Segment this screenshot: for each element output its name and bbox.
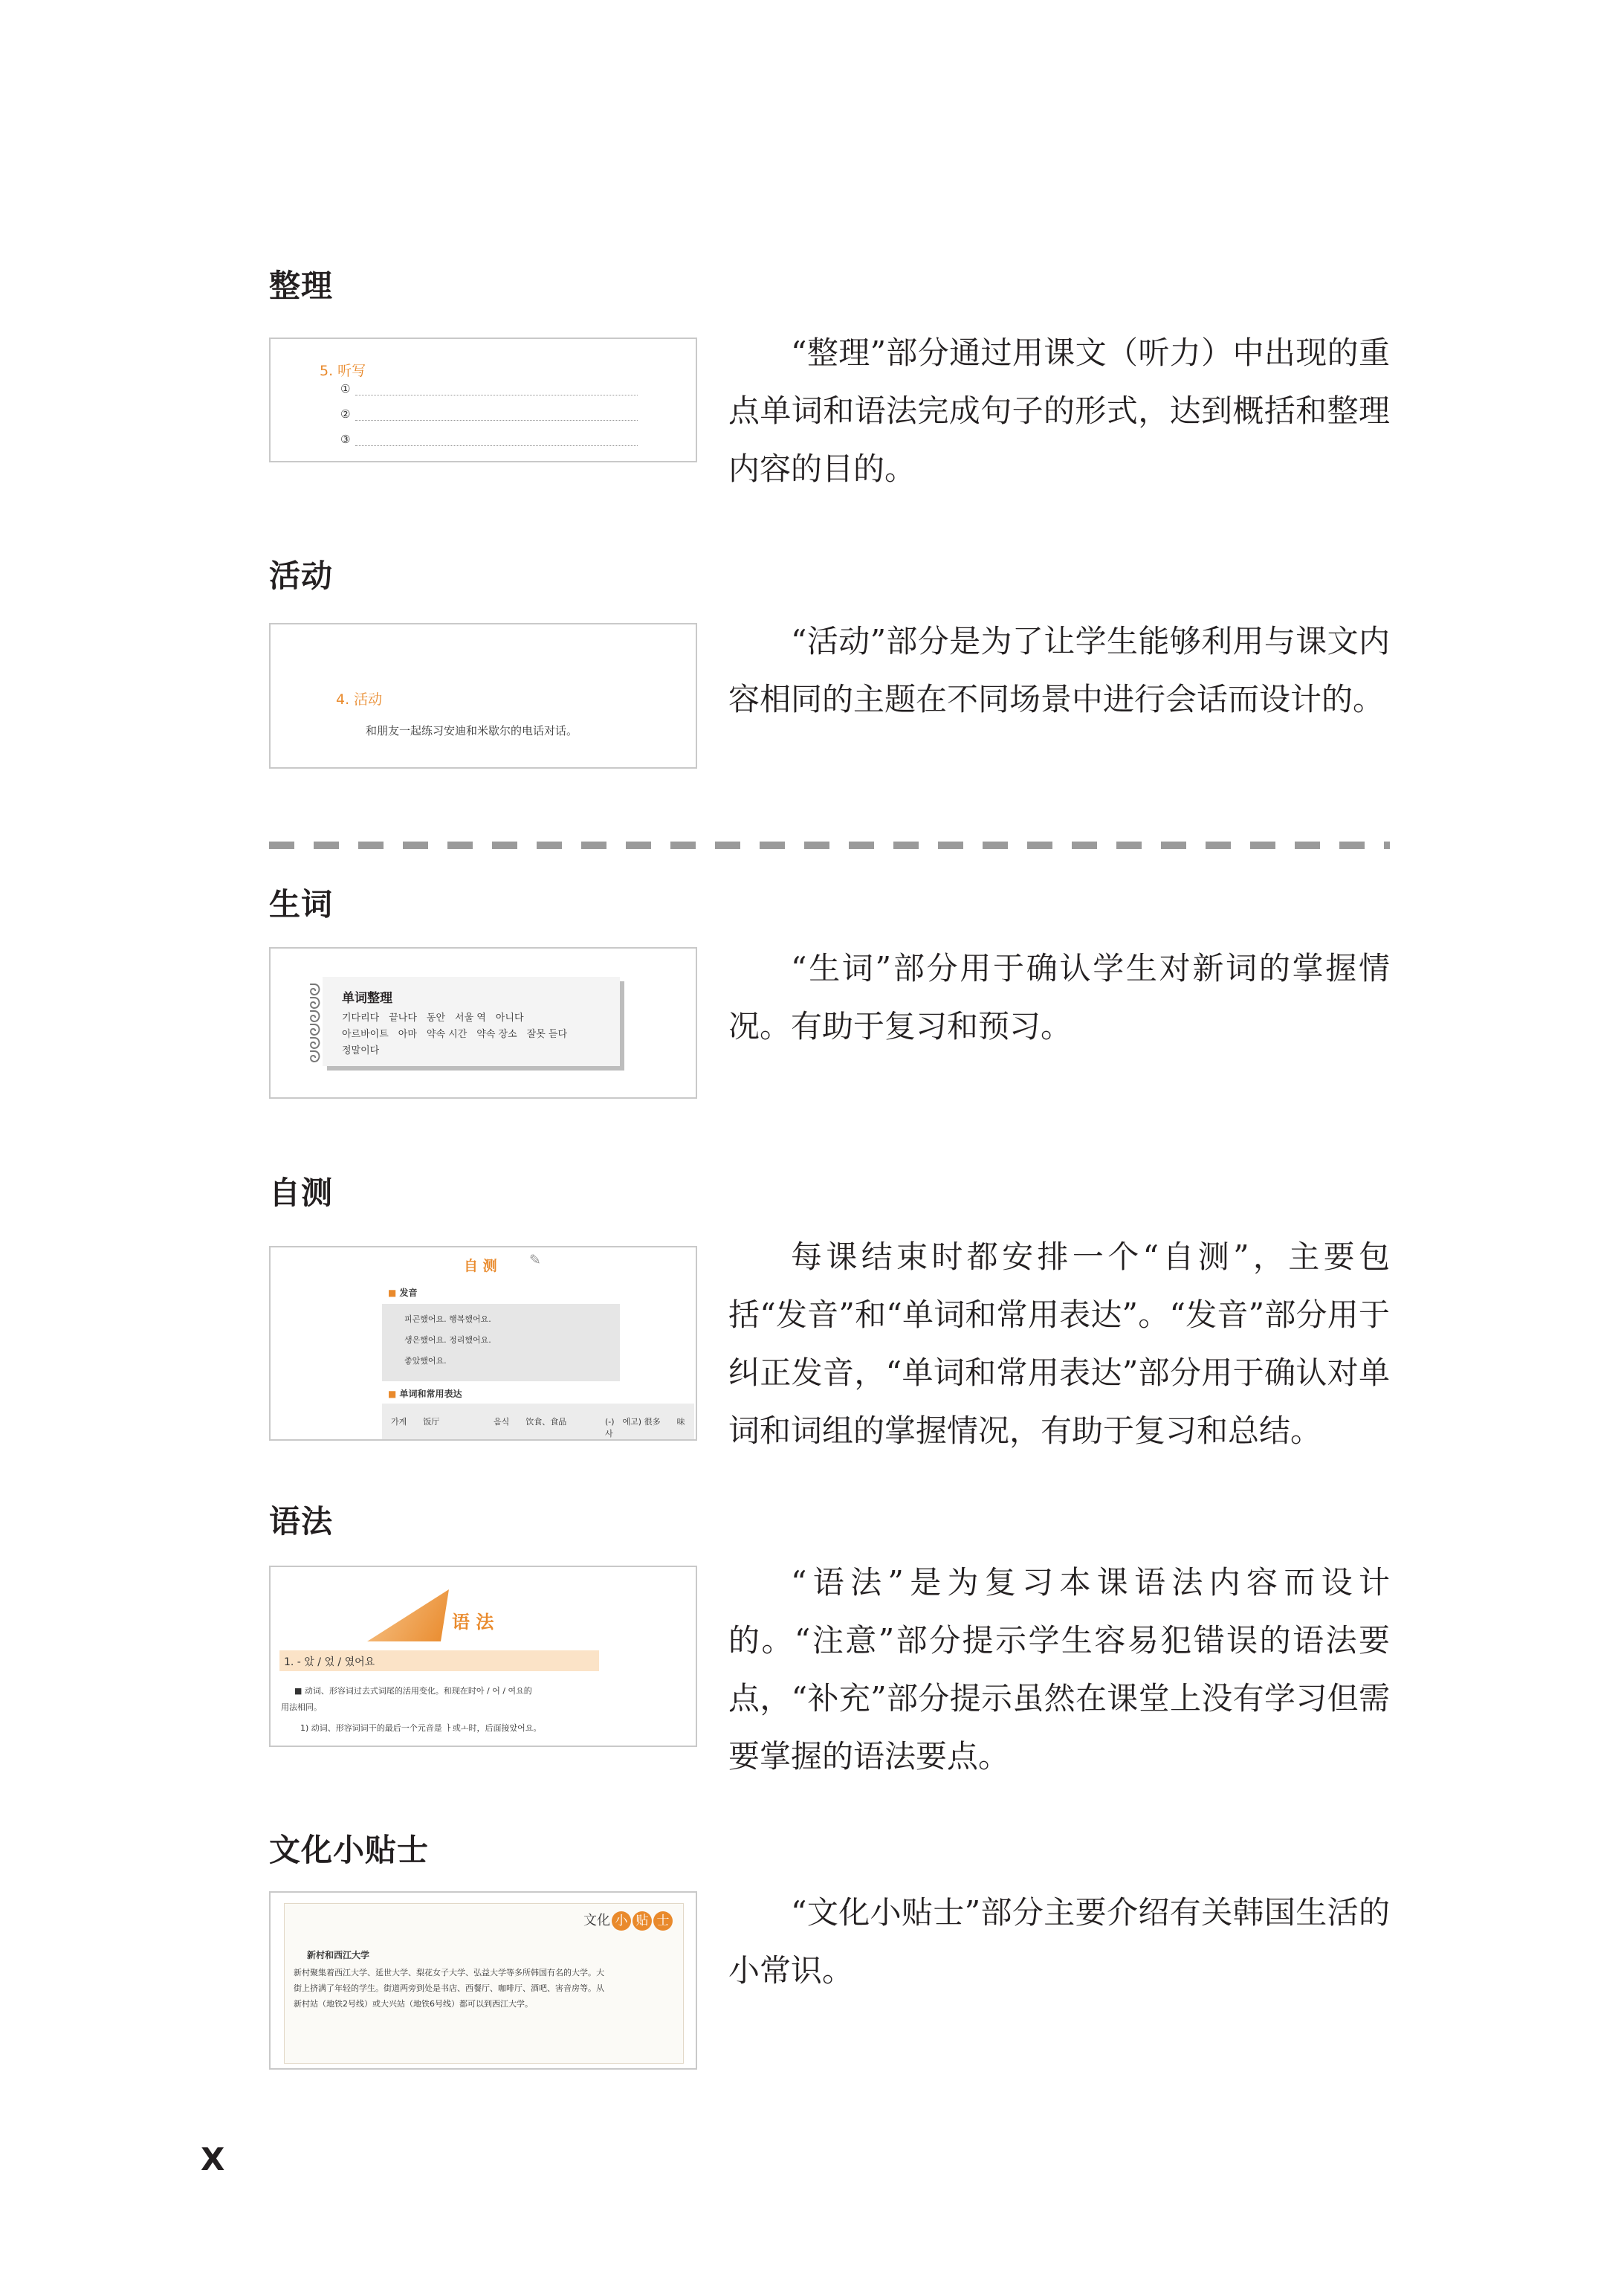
culture-tip-body: 新村聚集着西江大学、延世大学、梨花女子大学、弘益大学等多所韩国有名的大学。大街上挤满了年轻的学生。街道两旁到处是书店、西餐厅、咖啡厅、酒吧、害音房等。从新村站（地铁2号线）或大兴站（地铁6号线）都可以到西江大学。 [294,1968,604,2009]
vocab-col: (-) 에고) 很多 味 사 [605,1417,685,1438]
section-heading-yufa: 语法 [269,1503,334,1540]
section-heading-zhengli: 整理 [269,268,334,304]
description-zhengli: “整理”部分通过用课文（听力）中出现的重点单词和语法完成句子的形式，达到概括和整理内容的目的。 [728,335,1390,487]
pronunciation-box [382,1304,620,1381]
spiral-ring-icon: ᘐ ᘐ ᘐ ᘐ ᘐ ᘐ [309,981,321,1067]
dictation-line [355,394,638,395]
thumbnail-label: 4. 活动 [336,691,383,708]
pronunciation-line: 좋았했어요. [404,1356,447,1366]
dictation-item: ③ [340,433,351,446]
fan-decoration-icon [367,1589,449,1641]
subsection-label: ■ 发音 [388,1288,418,1298]
pronunciation-line: 생은했어요. 정리했어요. [404,1335,491,1345]
grammar-bar [279,1650,599,1671]
page-number: X [201,2141,225,2177]
section-divider [269,842,1390,849]
thumbnail-text: 和朋友一起练习安迪和米歇尔的电话对话。 [366,724,578,737]
vocab-col: 음식 饮食、食品 [494,1417,567,1427]
description-zice: 每课结束时都安排一个“自测”，主要包括“发音”和“单词和常用表达”。“发音”部分用于纠正发音，“单词和常用表达”部分用于确认对单词和词组的掌握情况，有助于复习和总结。 [728,1239,1390,1449]
description-yufa: “语法”是为复习本课语法内容而设计的。“注意”部分提示学生容易犯错误的语法要点，“补充”部分提示虽然在课堂上没有学习但需要掌握的语法要点。 [728,1564,1390,1775]
thumbnail-yufa [269,1566,697,1747]
culture-tip-title: 文化 小 贴 士 [583,1910,673,1931]
culture-tip-card [284,1903,684,2064]
description-huodong: “活动”部分是为了让学生能够利用与课文内容相同的主题在不同场景中进行会话而设计的。 [728,623,1390,717]
dictation-item: ① [340,382,351,395]
description-shengci: “生词”部分用于确认学生对新词的掌握情况。有助于复习和预习。 [728,950,1390,1044]
culture-tip-subtitle: 新村和西江大学 [307,1950,370,1960]
section-heading-zice: 自测 [269,1175,334,1211]
thumbnail-title: 语 法 [452,1612,494,1633]
grammar-line: 1) 动词、形容词词干的最后一个元音是 ㅏ或ㅗ时，后面接았어요。 [300,1723,542,1733]
thumbnail-title: 自 测 [464,1258,497,1274]
thumbnail-label: 5. 听写 [320,363,366,379]
pencil-icon: ✎ [529,1252,541,1268]
thumbnail-wenhua [269,1891,697,2070]
notebook-card [309,977,620,1067]
grammar-line: ■ 动词、形容词过去式词尾的活用变化。和现在时아 / 어 / 여요的 [294,1686,532,1696]
thumbnail-zhengli [269,338,697,462]
word-row: 아르바이트 아마 약속 시간 약속 장소 잘못 듣다 [342,1029,567,1040]
section-heading-wenhua: 文化小贴士 [269,1832,430,1868]
word-row: 정말이다 [342,1045,380,1056]
word-row: 기다리다 끝나다 동안 서울 역 아니다 [342,1013,524,1024]
section-heading-huodong: 活动 [269,558,334,594]
vocab-col: 가게 饭厅 [391,1417,440,1427]
thumbnail-zice [269,1246,697,1441]
section-heading-shengci: 生词 [269,886,334,923]
thumbnail-shengci [269,947,697,1099]
dictation-line [355,419,638,421]
grammar-line: 用法相同。 [281,1702,322,1712]
grammar-bar-text: 1. - 았 / 었 / 였어요 [284,1656,375,1668]
description-wenhua: “文化小贴士”部分主要介绍有关韩国生活的小常识。 [728,1894,1390,1989]
vocab-box [382,1404,694,1441]
thumbnail-label: 单词整理 [342,991,392,1006]
pronunciation-line: 피곤했어요. 행복했어요. [404,1314,491,1324]
dictation-item: ② [340,407,351,421]
thumbnail-huodong [269,623,697,769]
dictation-line [355,445,638,446]
subsection-label: ■ 单词和常用表达 [388,1389,462,1399]
